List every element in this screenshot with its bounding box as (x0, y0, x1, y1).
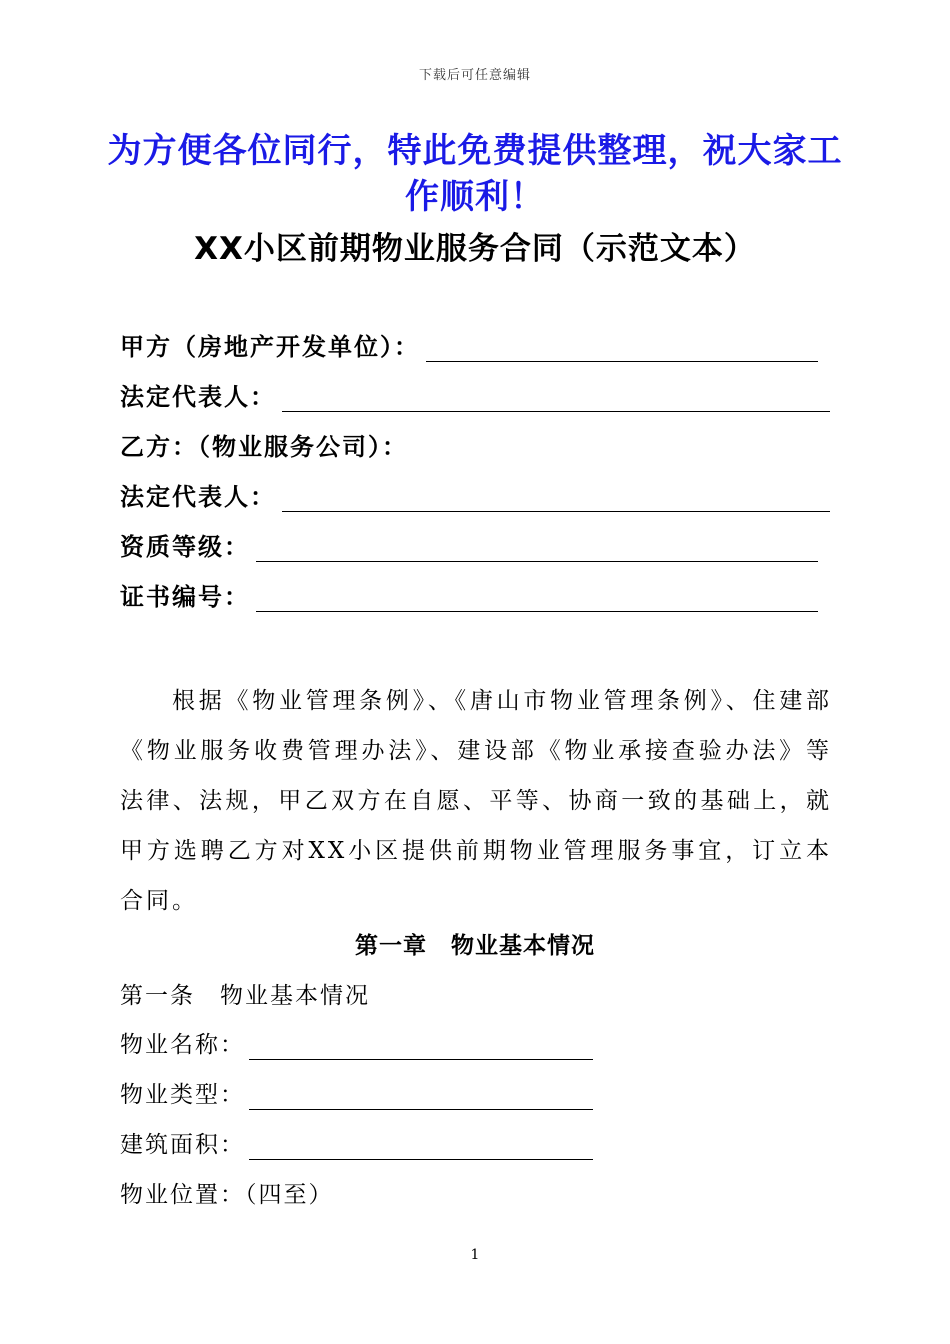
article-heading: 第一条 物业基本情况 (120, 983, 370, 1009)
party-label: 证书编号： (120, 583, 250, 611)
property-type-field (120, 1076, 593, 1110)
party-label: 乙方：（物业服务公司）： (120, 433, 408, 461)
party-line-qualification (120, 528, 818, 562)
field-label: 物业类型： (120, 1082, 245, 1108)
fill-in-blank (426, 331, 818, 362)
fill-in-blank (249, 1079, 593, 1110)
fill-in-blank (249, 1029, 593, 1060)
promo-banner: 为方便各位同行，特此免费提供整理，祝大家工作顺利！ (107, 131, 843, 217)
fill-in-blank (256, 531, 818, 562)
party-label: 资质等级： (120, 533, 250, 561)
chapter-heading: 第一章 物业基本情况 (355, 933, 595, 959)
fill-in-blank (249, 1129, 593, 1160)
party-label: 甲方（房地产开发单位）： (120, 333, 420, 361)
party-label: 法定代表人： (120, 483, 276, 511)
property-location-field (120, 1176, 334, 1210)
party-line-developer-rep (120, 378, 830, 412)
header-note: 下载后可任意编辑 (418, 68, 531, 83)
fill-in-blank (282, 481, 830, 512)
field-label: 物业位置：（四至） (120, 1182, 334, 1208)
party-line-service-company (120, 428, 408, 462)
party-line-developer (120, 328, 818, 362)
building-area-field (120, 1126, 593, 1160)
party-line-certificate (120, 578, 818, 612)
property-name-field (120, 1026, 593, 1060)
field-label: 建筑面积： (120, 1132, 245, 1158)
party-line-service-rep (120, 478, 830, 512)
fill-in-blank (256, 581, 818, 612)
party-label: 法定代表人： (120, 383, 276, 411)
preamble-paragraph: 根据《物业管理条例》、《唐山市物业管理条例》、住建部《物业服务收费管理办法》、建设部《物业承接查验办法》等法律、法规，甲乙双方在自愿、平等、协商一致的基础上，就甲方选聘乙方对XX小区提供前期物业管理服务事宜，订立本合同。 (120, 688, 832, 914)
fill-in-blank (282, 381, 830, 412)
field-label: 物业名称： (120, 1032, 245, 1058)
page-number: 1 (470, 1247, 480, 1263)
document-title: XX小区前期物业服务合同（示范文本） (194, 231, 756, 267)
